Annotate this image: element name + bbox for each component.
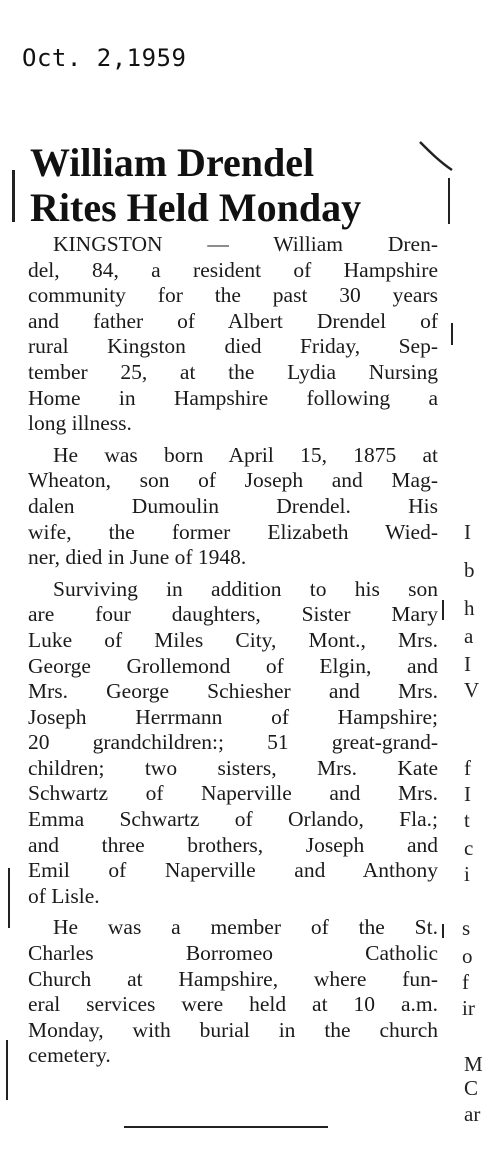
right-margin-tick-3 — [442, 924, 444, 938]
text-line: ner, died in June of 1948. — [28, 545, 247, 570]
text-line: children; two sisters, Mrs. Kate — [28, 755, 438, 780]
adjacent-column-fragment: M — [464, 1052, 483, 1076]
adjacent-column-fragment: I — [464, 782, 471, 806]
adjacent-column-fragment: I — [464, 652, 471, 676]
text-line: eral services were held at 10 a.m. — [28, 992, 438, 1017]
article-paragraph — [28, 915, 438, 1069]
text-line: tember 25, at the Lydia Nursing — [28, 359, 438, 384]
adjacent-column-fragment: o — [462, 944, 473, 968]
text-line: Emil of Naperville and Anthony — [28, 858, 438, 883]
text-line: long illness. — [28, 411, 132, 436]
clipping-date: Oct. 2,1959 — [22, 44, 187, 72]
left-margin-line — [12, 170, 15, 222]
text-line: are four daughters, Sister Mary — [28, 602, 438, 627]
right-margin-line — [448, 178, 450, 224]
text-line: Charles Borromeo Catholic — [28, 941, 438, 966]
text-line: cemetery. — [28, 1043, 111, 1068]
text-line: Church at Hampshire, where fun- — [28, 966, 438, 991]
article-paragraph — [28, 443, 438, 571]
article-paragraph — [28, 232, 438, 437]
text-line: and father of Albert Drendel of — [28, 308, 438, 333]
text-line: dalen Dumoulin Drendel. His — [28, 493, 438, 518]
text-line: del, 84, a resident of Hampshire — [28, 257, 438, 282]
text-line: community for the past 30 years — [28, 283, 438, 308]
text-line: Wheaton, son of Joseph and Mag- — [28, 468, 438, 493]
text-line: Emma Schwartz of Orlando, Fla.; — [28, 807, 438, 832]
adjacent-column-fragment: f — [464, 756, 471, 780]
adjacent-column-fragment: a — [464, 624, 474, 648]
text-line: Home in Hampshire following a — [28, 385, 438, 410]
adjacent-column-fragment: c — [464, 836, 474, 860]
adjacent-column-fragment: h — [464, 596, 475, 620]
adjacent-column-fragment: ir — [462, 996, 475, 1020]
end-rule — [124, 1126, 328, 1128]
text-line: Surviving in addition to his son — [53, 576, 438, 601]
headline-line-2: Rites Held Monday — [30, 185, 362, 230]
corner-stroke — [418, 138, 458, 178]
adjacent-column-fragment: f — [462, 970, 469, 994]
adjacent-column-fragment: V — [464, 678, 480, 702]
right-margin-tick — [451, 323, 453, 345]
right-margin-tick-2 — [442, 600, 444, 620]
text-line: rural Kingston died Friday, Sep- — [28, 334, 438, 359]
text-line: Monday, with burial in the church — [28, 1017, 438, 1042]
article-paragraph — [28, 577, 438, 910]
text-line: Joseph Herrmann of Hampshire; — [28, 704, 438, 729]
text-line: Schwartz of Naperville and Mrs. — [28, 781, 438, 806]
left-margin-line-lower — [8, 868, 10, 928]
adjacent-column-fragment: s — [462, 916, 471, 940]
text-line: He was born April 15, 1875 at — [53, 442, 438, 467]
text-line: wife, the former Elizabeth Wied- — [28, 519, 438, 544]
adjacent-column-fragment: ar — [464, 1102, 481, 1126]
adjacent-column-fragment: i — [464, 862, 470, 886]
adjacent-column-fragment: t — [464, 808, 470, 832]
text-line: He was a member of the St. — [53, 915, 438, 940]
text-line: Mrs. George Schiesher and Mrs. — [28, 679, 438, 704]
article-body — [28, 232, 438, 1075]
headline-line-1: William Drendel — [30, 140, 315, 185]
adjacent-column-fragment: C — [464, 1076, 479, 1100]
adjacent-column-fragment: I — [464, 520, 471, 544]
headline — [30, 140, 430, 230]
text-line: Luke of Miles City, Mont., Mrs. — [28, 627, 438, 652]
text-line: of Lisle. — [28, 883, 100, 908]
adjacent-column-fragment: b — [464, 558, 475, 582]
text-line: KINGSTON — William Dren- — [53, 232, 438, 256]
text-line: and three brothers, Joseph and — [28, 832, 438, 857]
text-line: 20 grandchildren:; 51 great-grand- — [28, 730, 438, 755]
text-line: George Grollemond of Elgin, and — [28, 653, 438, 678]
left-margin-line-bottom — [6, 1040, 8, 1100]
